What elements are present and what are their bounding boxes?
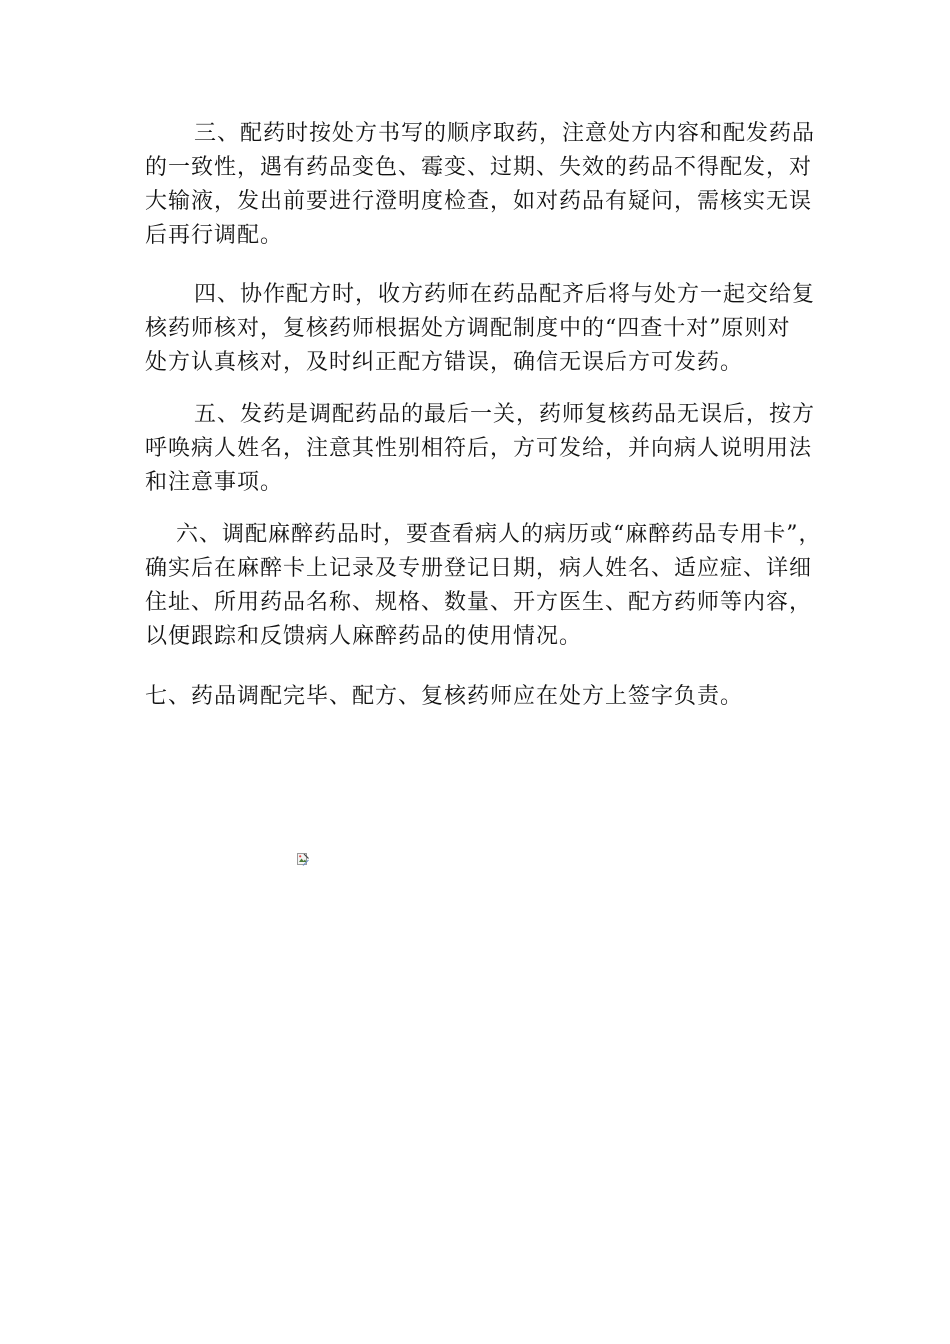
paragraph-line: 住址、所用药品名称、规格、数量、开方医生、配方药师等内容， (145, 590, 813, 615)
broken-image-icon (297, 853, 309, 866)
paragraph-line: 呼唤病人姓名，注意其性别相符后，方可发给，并向病人说明用法 (145, 436, 813, 461)
paragraph-line: 确实后在麻醉卡上记录及专册登记日期，病人姓名、适应症、详细 (145, 556, 813, 581)
paragraph-line: 三、配药时按处方书写的顺序取药，注意处方内容和配发药品 (194, 121, 816, 146)
paragraph-line: 七、药品调配完毕、配方、复核药师应在处方上签字负责。 (145, 684, 744, 709)
paragraph-line: 五、发药是调配药品的最后一关，药师复核药品无误后，按方 (194, 402, 816, 427)
paragraph-line: 后再行调配。 (145, 223, 284, 248)
paragraph-line: 四、协作配方时，收方药师在药品配齐后将与处方一起交给复 (194, 282, 816, 307)
paragraph-line: 以便跟踪和反馈病人麻醉药品的使用情况。 (145, 624, 583, 649)
paragraph-line: 核药师核对，复核药师根据处方调配制度中的“四查十对”原则对 (145, 316, 791, 341)
paragraph-line: 大输液，发出前要进行澄明度检查，如对药品有疑问，需核实无误 (145, 189, 813, 214)
paragraph-line: 的一致性，遇有药品变色、霉变、过期、失效的药品不得配发，对 (145, 155, 813, 180)
paragraph-line: 和注意事项。 (145, 470, 284, 495)
paragraph-line: 处方认真核对，及时纠正配方错误，确信无误后方可发药。 (145, 350, 744, 375)
paragraph-line: 六、调配麻醉药品时，要查看病人的病历或“麻醉药品专用卡”， (176, 522, 822, 547)
